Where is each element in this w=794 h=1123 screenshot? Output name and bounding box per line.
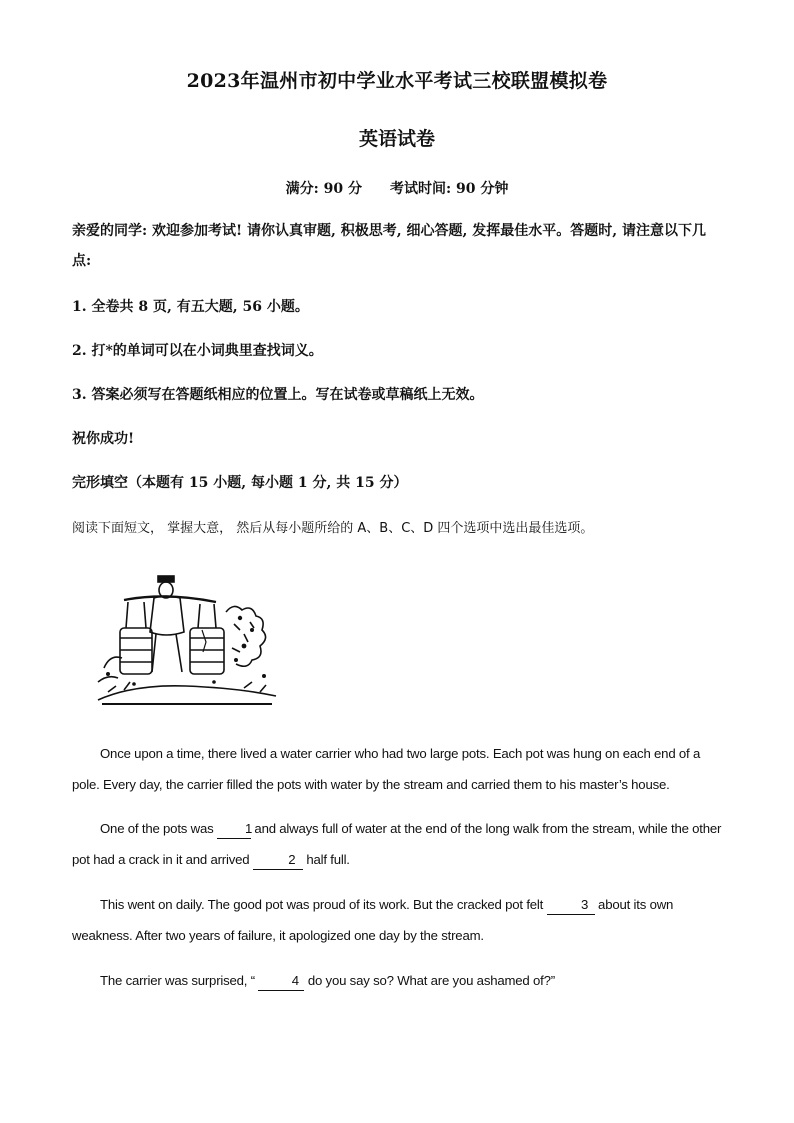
passage-paragraph-4 — [72, 965, 722, 996]
section-heading: 完形填空（本题有 15 小题, 每小题 1 分, 共 15 分） — [72, 475, 408, 491]
p4-text-b: do you say so? What are you ashamed of?” — [304, 973, 555, 988]
full-score: 满分: 90 分 — [285, 181, 362, 197]
cloze-blank-2: 2 — [253, 851, 303, 870]
passage-paragraph-3 — [72, 889, 722, 951]
cloze-blank-3: 3 — [547, 896, 595, 915]
p2-text-a: One of the pots was — [100, 821, 217, 836]
passage-paragraph-1: Once upon a time, there lived a water carrier who had two large pots. Each pot was hung on each end of a pole. Every day, the carrier filled the pots with water by the stream and carried them to his master’s house. — [72, 746, 701, 792]
exam-meta — [0, 178, 794, 198]
section-instruction: 阅读下面短文， 掌握大意， 然后从每小题所给的 A、B、C、D 四个选项中选出最佳选项。 — [72, 521, 594, 536]
wish-text: 祝你成功! — [72, 431, 135, 447]
p2-text-b: and always full of water at the end of the long walk from the stream, while the other pot had a crack in it and arrived — [72, 821, 722, 867]
cloze-blank-4: 4 — [258, 972, 304, 991]
p3-text-a: This went on daily. The good pot was proud of its work. But the cracked pot felt — [100, 897, 547, 912]
exam-time: 考试时间: 90 分钟 — [390, 181, 509, 197]
p2-text-c: half full. — [302, 852, 350, 867]
p3-text-b: about its own weakness. After two years of failure, it apologized one day by the stream. — [72, 897, 674, 943]
p4-text-a: The carrier was surprised, “ — [100, 973, 259, 988]
page-title: 2023年温州市初中学业水平考试三校联盟模拟卷 — [186, 70, 608, 92]
greeting-text: 亲爱的同学: 欢迎参加考试! 请你认真审题, 积极思考, 细心答题, 发挥最佳水平。答题时, 请注意以下几点: — [72, 223, 707, 269]
note-1: 1. 全卷共 8 页, 有五大题, 56 小题。 — [72, 299, 309, 315]
passage-paragraph-2 — [72, 813, 722, 875]
note-2: 2. 打*的单词可以在小词典里查找词义。 — [72, 343, 323, 359]
note-3: 3. 答案必须写在答题纸相应的位置上。写在试卷或草稿纸上无效。 — [72, 387, 484, 403]
page-subtitle: 英语试卷 — [358, 128, 435, 150]
water-carrier-illustration — [94, 572, 280, 708]
cloze-blank-1: 1 — [217, 820, 251, 839]
